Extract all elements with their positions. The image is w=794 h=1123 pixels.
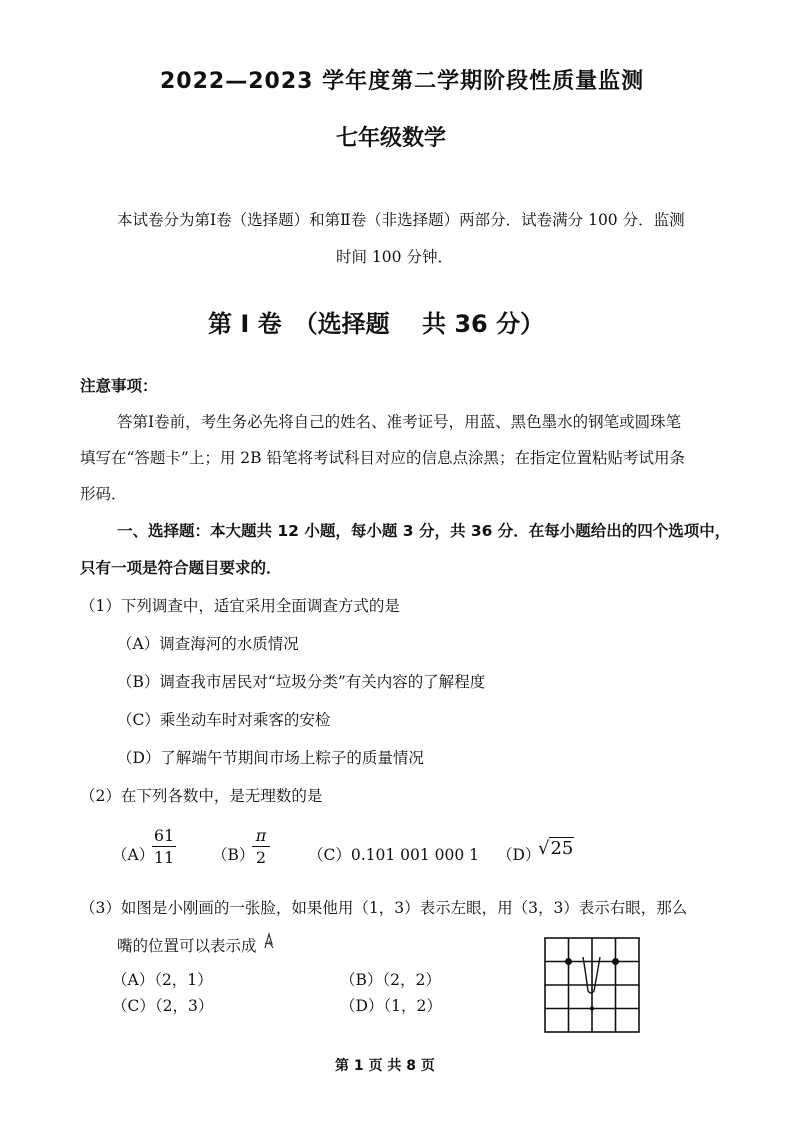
question-1-stem: （1）下列调查中，适宜采用全面调查方式的是 bbox=[80, 597, 400, 615]
question-3-stem-line-1: （3）如图是小刚画的一张脸，如果他用（1，3）表示左眼，用（3，3）表示右眼，那么 bbox=[80, 899, 688, 917]
question-3-option-a: （A）（2，1） bbox=[112, 971, 213, 989]
question-2-option-d-label: （D） bbox=[497, 846, 541, 864]
question-3-stem-line-2: 嘴的位置可以表示成 bbox=[117, 937, 257, 955]
exam-title: 2022—2023 学年度第二学期阶段性质量监测 bbox=[160, 69, 645, 94]
intro-line-2: 时间 100 分钟． bbox=[336, 248, 453, 266]
notice-line-3: 形码． bbox=[80, 485, 127, 503]
question-1-option-b: （B）调查我市居民对“垃圾分类”有关内容的了解程度 bbox=[117, 673, 486, 691]
page-footer: 第 1 页 共 8 页 bbox=[335, 1058, 435, 1074]
question-1-option-c: （C）乘坐动车时对乘客的安检 bbox=[117, 711, 331, 729]
notice-line-2: 填写在“答题卡”上；用 2B 铅笔将考试科目对应的信息点涂黑；在指定位置粘贴考试用条 bbox=[80, 449, 685, 467]
grid-lines bbox=[545, 938, 639, 1032]
right-eye bbox=[612, 958, 619, 965]
question-2-option-b-label: （B） bbox=[212, 846, 255, 864]
question-2-option-c: （C）0.101 001 000 1 bbox=[308, 846, 480, 864]
intro-line-1: 本试卷分为第Ⅰ卷（选择题）和第Ⅱ卷（非选择题）两部分．试卷满分 100 分．监测 bbox=[117, 211, 685, 229]
volume-title: 第 Ⅰ 卷 （选择题 共 36 分） bbox=[208, 310, 545, 338]
question-2-option-b-fraction bbox=[252, 826, 270, 867]
fraction-numerator: 61 bbox=[153, 826, 175, 845]
fraction-numerator: π bbox=[255, 826, 267, 845]
section-line-1: 一、选择题：本大题共 12 小题，每小题 3 分，共 36 分．在每小题给出的四个选项中， bbox=[117, 522, 731, 540]
question-3-option-b: （B）（2，2） bbox=[340, 971, 441, 989]
face-grid-figure bbox=[542, 935, 642, 1035]
handwritten-mark bbox=[262, 932, 276, 950]
notice-line-1: 答第Ⅰ卷前，考生务必先将自己的姓名、准考证号，用蓝、黑色墨水的钢笔或圆珠笔 bbox=[117, 413, 682, 431]
fraction-bar bbox=[152, 846, 176, 847]
notice-heading: 注意事项： bbox=[80, 377, 158, 395]
exam-subtitle: 七年级数学 bbox=[336, 126, 447, 151]
section-line-2: 只有一项是符合题目要求的． bbox=[80, 559, 282, 577]
radicand: 25 bbox=[550, 838, 574, 859]
fraction-denominator: 11 bbox=[153, 848, 175, 867]
left-eye bbox=[565, 958, 572, 965]
fraction-denominator: 2 bbox=[255, 848, 267, 867]
question-1-option-d: （D）了解端午节期间市场上粽子的质量情况 bbox=[117, 749, 424, 767]
question-2-option-a-label: （A） bbox=[112, 846, 155, 864]
radical-sign: √ bbox=[538, 838, 550, 859]
question-1-option-a: （A）调查海河的水质情况 bbox=[117, 635, 299, 653]
question-2-stem: （2）在下列各数中，是无理数的是 bbox=[80, 787, 323, 805]
fraction-bar bbox=[252, 846, 270, 847]
question-2-option-d-sqrt bbox=[538, 838, 574, 859]
question-3-option-c: （C）（2，3） bbox=[112, 997, 214, 1015]
mouth-point bbox=[590, 1006, 594, 1010]
question-2-option-a-fraction bbox=[152, 826, 176, 867]
question-3-option-d: （D）（1，2） bbox=[340, 997, 442, 1015]
